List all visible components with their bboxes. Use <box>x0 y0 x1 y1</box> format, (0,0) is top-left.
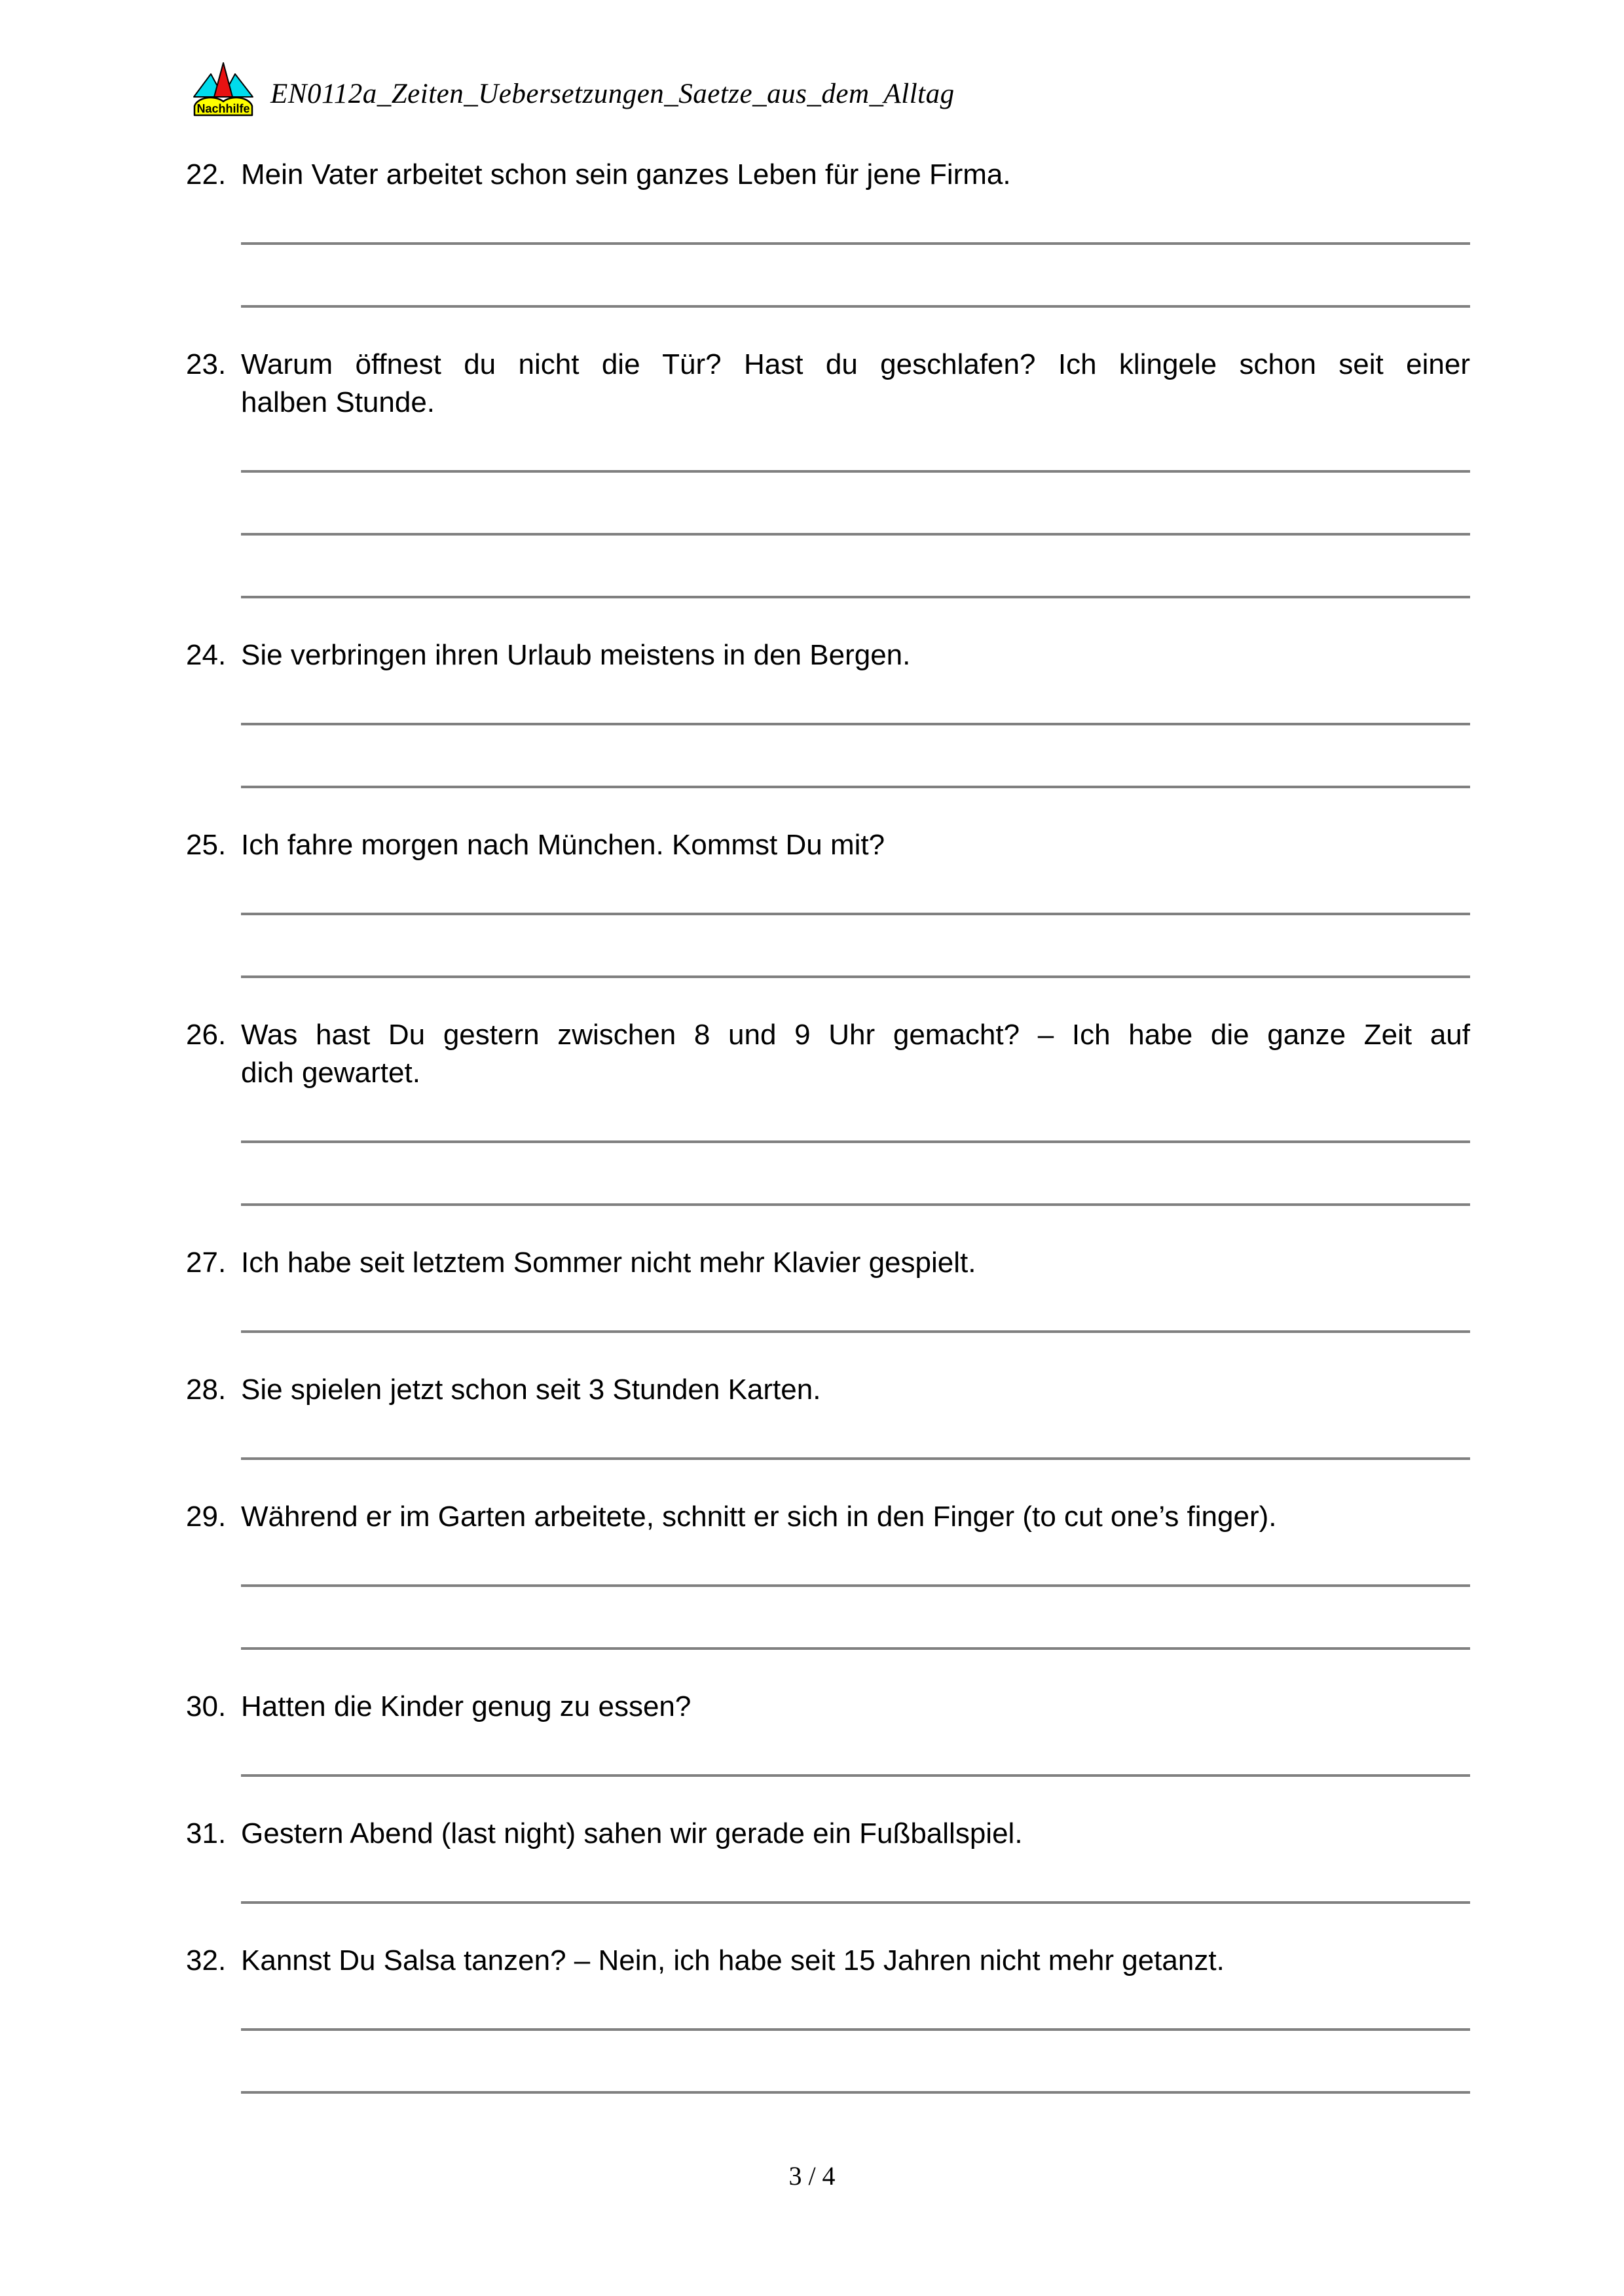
answer-blank-line <box>241 975 1470 978</box>
question-text-line: Sie spielen jetzt schon seit 3 Stunden Karten. <box>241 1374 821 1406</box>
answer-blank-line <box>241 1774 1470 1777</box>
question-item <box>186 636 1470 788</box>
question-text-line: Gestern Abend (last night) sahen wir gerade ein Fußballspiel. <box>241 1817 1023 1850</box>
question-text-line: Hatten die Kinder genug zu essen? <box>241 1690 692 1722</box>
question-item <box>186 1498 1470 1650</box>
question-row <box>186 1688 1470 1726</box>
question-text-line: Mein Vater arbeitet schon sein ganzes Leben für jene Firma. <box>241 158 1011 191</box>
question-number: 27. <box>186 1247 227 1279</box>
question-item <box>186 1016 1470 1206</box>
logo-text: Nachhilfe <box>196 102 250 115</box>
question-text-line: Ich habe seit letztem Sommer nicht mehr Klavier gespielt. <box>241 1247 976 1279</box>
question-row <box>186 636 1470 674</box>
question-text <box>241 1815 1470 1853</box>
answer-blank-line <box>241 1457 1470 1460</box>
question-row <box>186 1498 1470 1536</box>
answer-blank-line <box>241 2091 1470 2094</box>
answer-blank-line <box>241 533 1470 536</box>
question-item <box>186 1942 1470 2094</box>
questions-list <box>186 156 1470 2132</box>
question-item <box>186 1688 1470 1777</box>
question-number: 29. <box>186 1501 227 1533</box>
question-row <box>186 156 1470 194</box>
question-text <box>241 1498 1470 1536</box>
answer-blank-line <box>241 723 1470 725</box>
answer-blank-line <box>241 1584 1470 1587</box>
page-footer <box>0 2160 1624 2191</box>
nachhilfe-logo <box>192 61 255 117</box>
document-title: EN0112a_Zeiten_Uebersetzungen_Saetze_aus_dem_Alltag <box>270 79 955 109</box>
question-text <box>241 826 1470 864</box>
question-item <box>186 826 1470 978</box>
question-text-line: Sie verbringen ihren Urlaub meistens in den Bergen. <box>241 639 911 671</box>
question-number: 31. <box>186 1817 227 1850</box>
answer-blank-line <box>241 596 1470 598</box>
question-text <box>241 156 1470 194</box>
answer-blank-line <box>241 913 1470 915</box>
question-text-line: Warum öffnest du nicht die Tür? Hast du geschlafen? Ich klingele schon seit einer <box>241 348 1470 380</box>
question-item <box>186 346 1470 598</box>
question-text-line: Während er im Garten arbeitete, schnitt er sich in den Finger (to cut one’s finger). <box>241 1501 1277 1533</box>
question-number: 22. <box>186 158 227 191</box>
question-item <box>186 1371 1470 1460</box>
question-row <box>186 1244 1470 1282</box>
answer-blank-line <box>241 2028 1470 2031</box>
question-item <box>186 1244 1470 1333</box>
question-text <box>241 1244 1470 1282</box>
question-number: 30. <box>186 1690 227 1722</box>
question-number: 28. <box>186 1374 227 1406</box>
question-row <box>186 826 1470 864</box>
logo-center-peak <box>214 63 232 97</box>
page-number: 3 / 4 <box>788 2161 836 2191</box>
question-row <box>186 346 1470 422</box>
question-text-line: Ich fahre morgen nach München. Kommst Du mit? <box>241 829 885 861</box>
page-header <box>192 61 955 117</box>
question-number: 26. <box>186 1019 227 1051</box>
answer-blank-line <box>241 242 1470 245</box>
question-text <box>241 1688 1470 1726</box>
question-text <box>241 636 1470 674</box>
question-text <box>241 1371 1470 1409</box>
answer-blank-line <box>241 1203 1470 1206</box>
question-row <box>186 1942 1470 1980</box>
answer-blank-line <box>241 1140 1470 1143</box>
question-text <box>241 1016 1470 1092</box>
question-text-line: Kannst Du Salsa tanzen? – Nein, ich habe seit 15 Jahren nicht mehr getanzt. <box>241 1944 1225 1977</box>
question-text <box>241 346 1470 422</box>
question-text-line: halben Stunde. <box>241 386 435 418</box>
question-text <box>241 1942 1470 1980</box>
answer-blank-line <box>241 470 1470 473</box>
question-number: 24. <box>186 639 227 671</box>
question-text-line: Was hast Du gestern zwischen 8 und 9 Uhr gemacht? – Ich habe die ganze Zeit auf <box>241 1019 1470 1051</box>
question-item <box>186 1815 1470 1904</box>
answer-blank-line <box>241 305 1470 308</box>
question-row <box>186 1815 1470 1853</box>
answer-blank-line <box>241 1901 1470 1904</box>
answer-blank-line <box>241 786 1470 788</box>
question-number: 25. <box>186 829 227 861</box>
question-number: 23. <box>186 348 227 380</box>
answer-blank-line <box>241 1330 1470 1333</box>
question-number: 32. <box>186 1944 227 1977</box>
answer-blank-line <box>241 1647 1470 1650</box>
question-row <box>186 1371 1470 1409</box>
question-text-line: dich gewartet. <box>241 1057 420 1089</box>
question-item <box>186 156 1470 308</box>
question-row <box>186 1016 1470 1092</box>
